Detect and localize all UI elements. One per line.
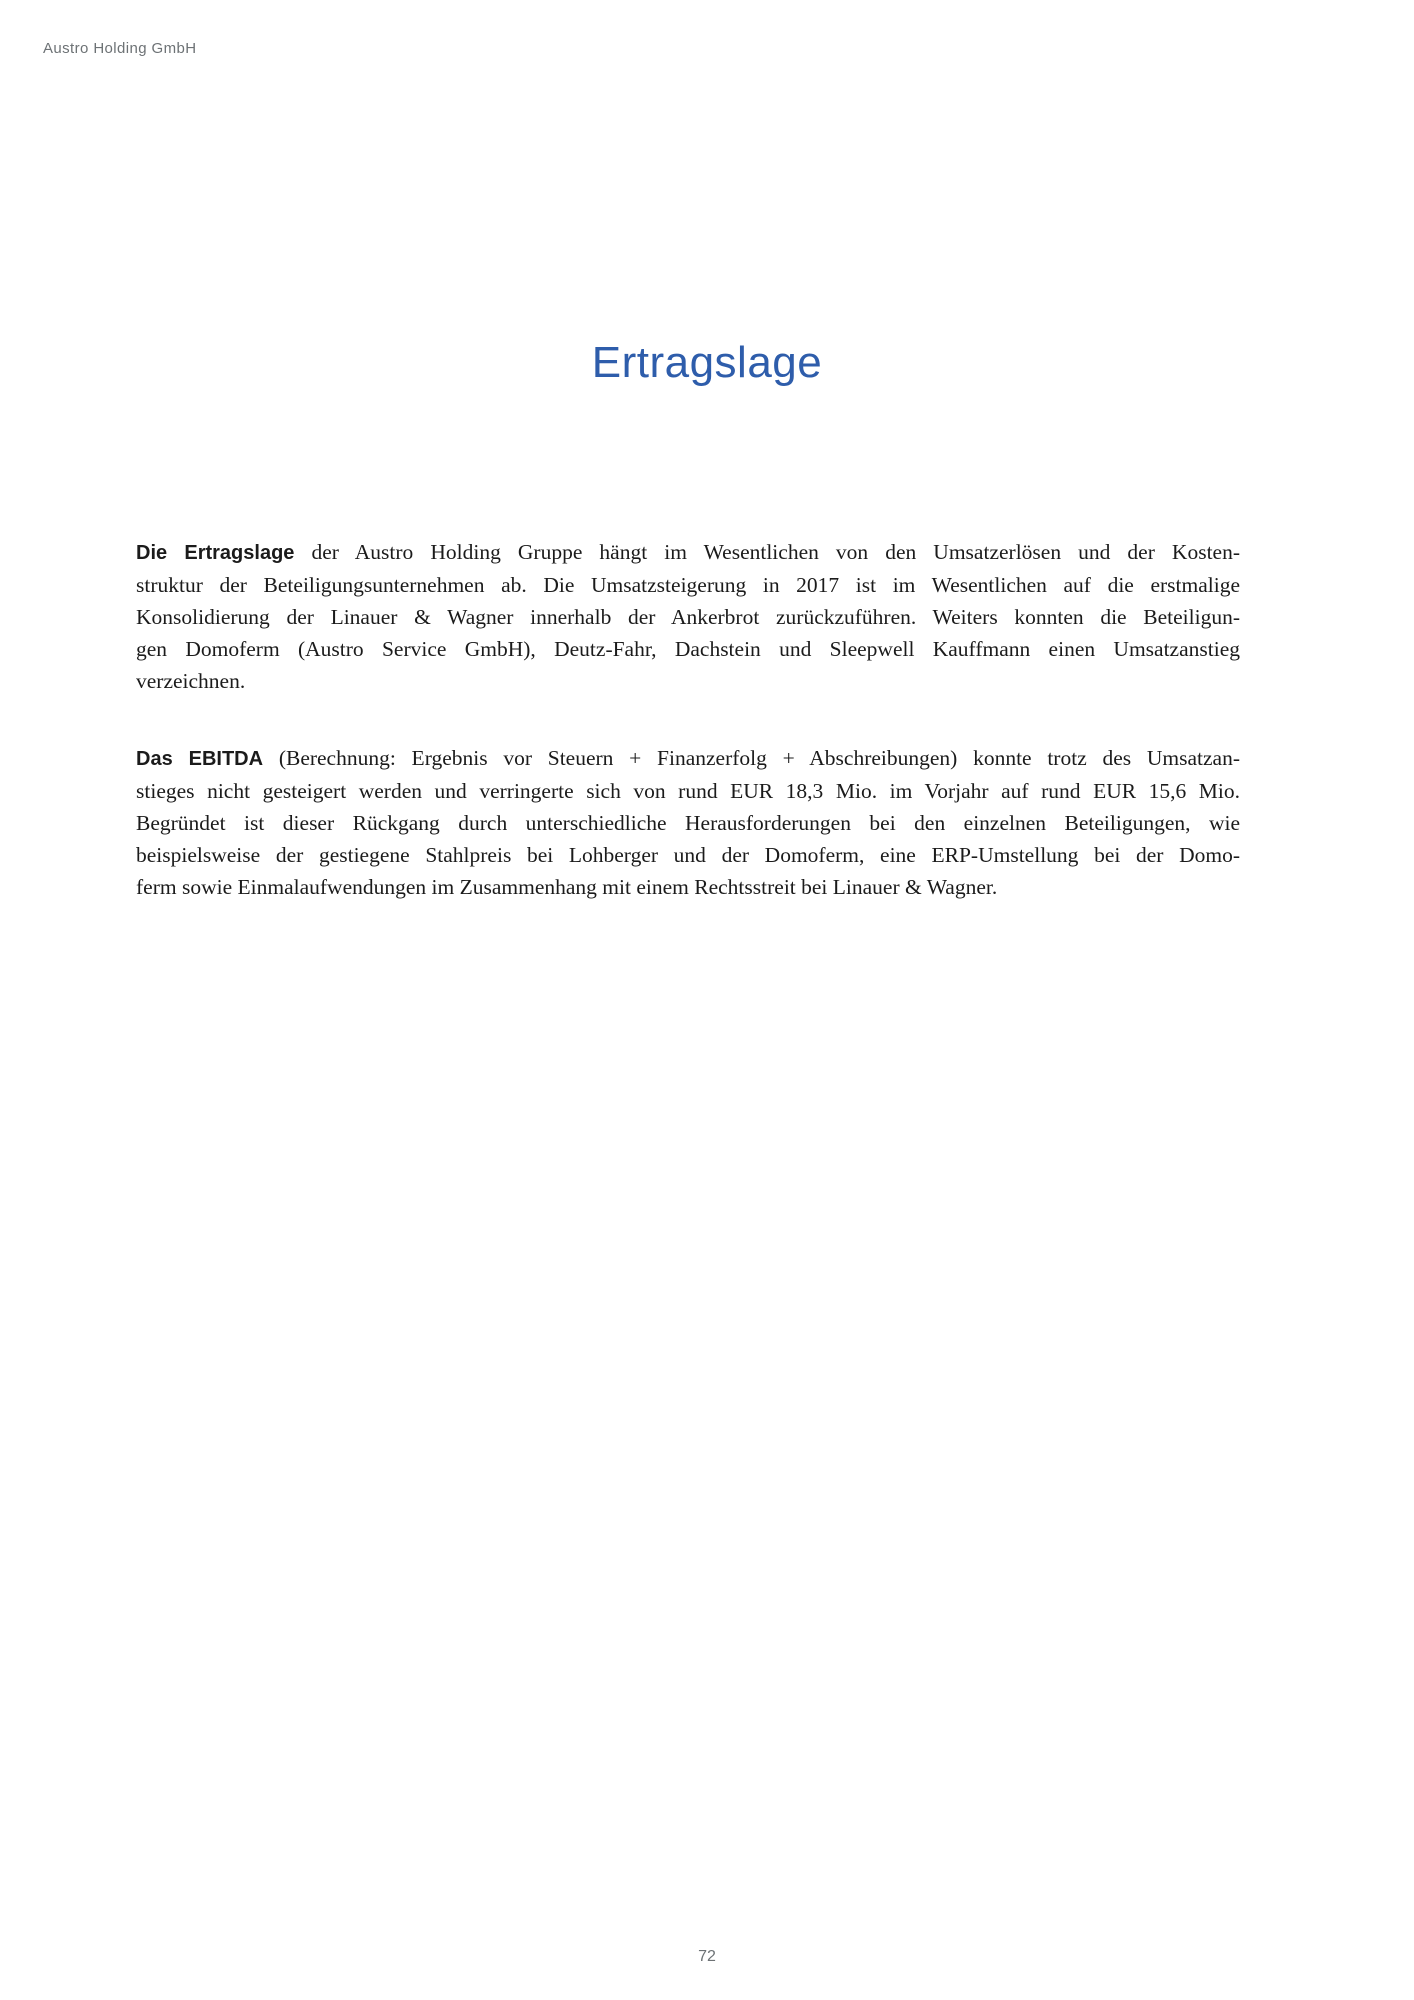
body-text: [136, 536, 1240, 948]
text-line: Begründet ist dieser Rückgang durch unterschiedliche Herausforderungen bei den einzelnen Beteiligungen, wie: [136, 811, 1240, 835]
text-line: [136, 742, 1240, 775]
company-name: Austro Holding GmbH: [43, 40, 197, 57]
page-number: 72: [698, 1948, 716, 1965]
text-line: beispielsweise der gestiegene Stahlpreis bei Lohberger und der Domoferm, eine ERP-Umstellung bei der Domo-: [136, 843, 1240, 867]
document-footer: [0, 1948, 1414, 1966]
text-line-content: der Austro Holding Gruppe hängt im Wesentlichen von den Umsatzerlösen und der Kosten-: [311, 540, 1240, 564]
text-line-content: (Berechnung: Ergebnis vor Steuern + Finanzerfolg + Abschreibungen) konnte trotz des Umsatzan-: [278, 746, 1240, 770]
text-line: Konsolidierung der Linauer & Wagner innerhalb der Ankerbrot zurückzuführen. Weiters konnten die Beteiligun-: [136, 605, 1240, 629]
page-title: Ertragslage: [591, 338, 823, 387]
paragraph-ertragslage: [136, 536, 1240, 697]
document-header: [43, 40, 197, 57]
text-line: struktur der Beteiligungsunternehmen ab. Die Umsatzsteigerung in 2017 ist im Wesentlichen auf die erstmalige: [136, 573, 1240, 597]
text-line: [136, 536, 1240, 569]
text-line: stieges nicht gesteigert werden und verringerte sich von rund EUR 18,3 Mio. im Vorjahr auf rund EUR 15,6 Mio.: [136, 779, 1240, 803]
paragraph-lead: Die Ertragslage: [136, 542, 295, 564]
paragraph-ebitda: [136, 742, 1240, 903]
text-line: verzeichnen.: [136, 669, 246, 693]
text-line: ferm sowie Einmalaufwendungen im Zusammenhang mit einem Rechtsstreit bei Linauer & Wagner.: [136, 875, 998, 899]
paragraph-lead: Das EBITDA: [136, 748, 264, 770]
text-line: gen Domoferm (Austro Service GmbH), Deutz-Fahr, Dachstein und Sleepwell Kauffmann einen Umsatzanstieg: [136, 637, 1240, 661]
